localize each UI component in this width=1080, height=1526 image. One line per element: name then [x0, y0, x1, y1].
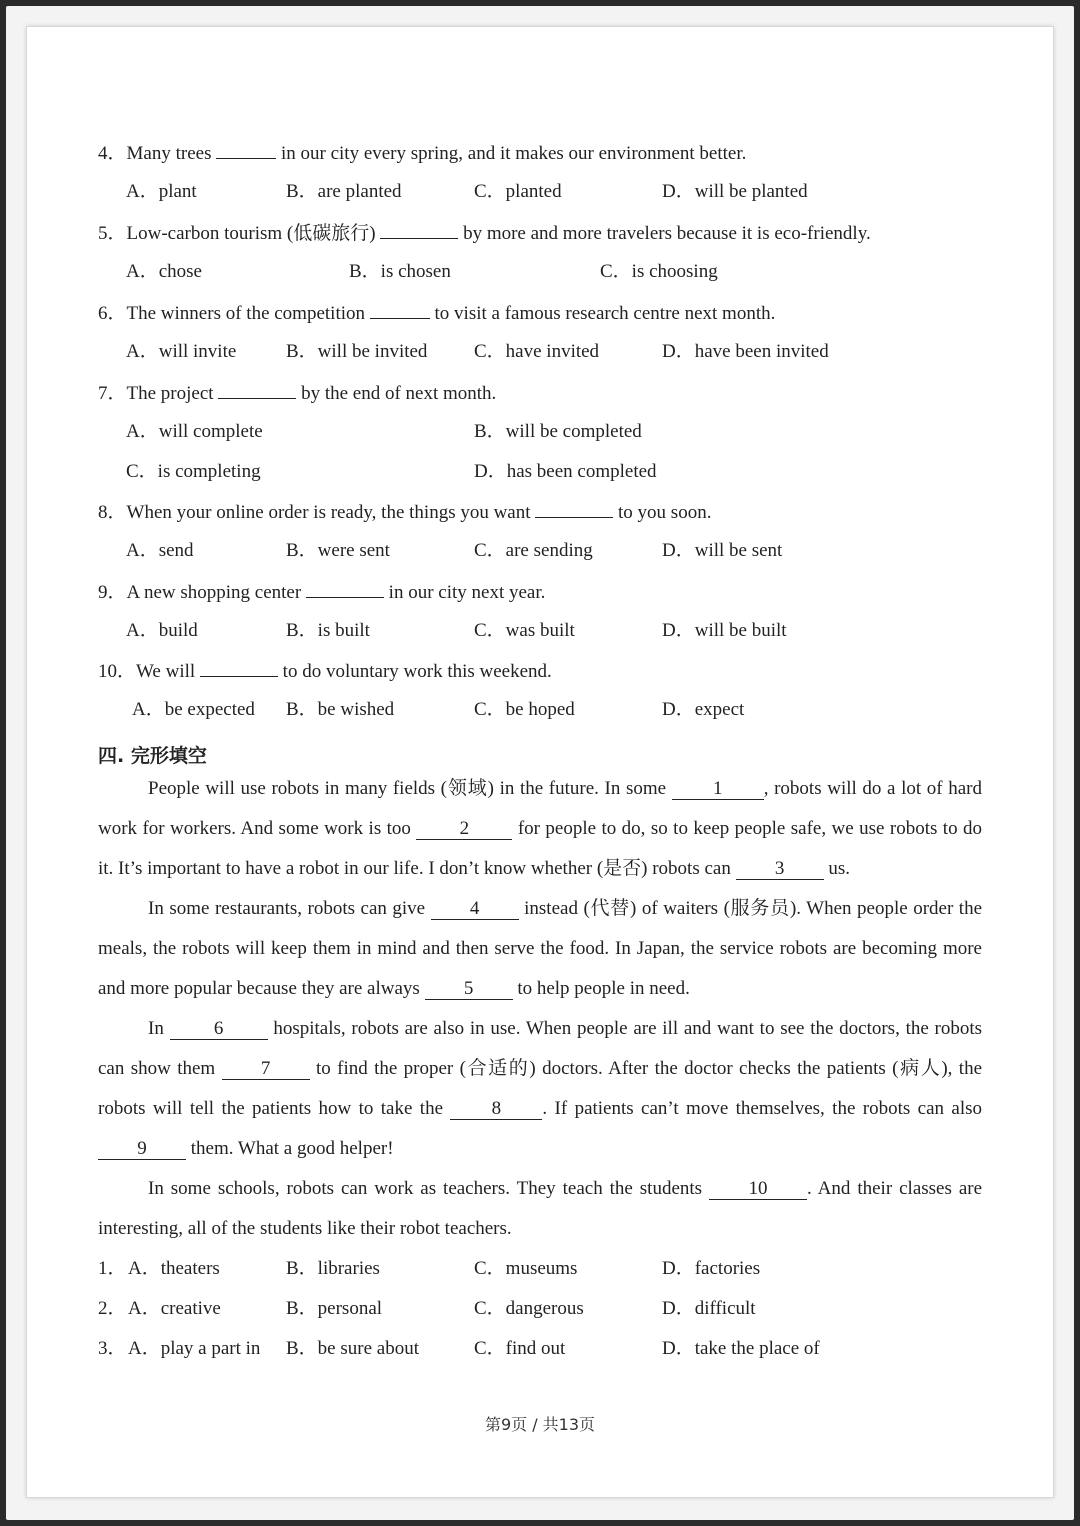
q4-option-c: C．planted: [474, 181, 562, 202]
q5-option-a: A．chose: [126, 261, 202, 282]
q7-option-c: C．is completing: [126, 461, 261, 482]
question-6: 6．The winners of the competition to visit a famous research centre next month.: [98, 300, 775, 326]
q10-option-a: A．be expected: [132, 699, 255, 720]
cloze-2-option-b: B．personal: [286, 1298, 383, 1319]
cloze-3-option-b: B．be sure about: [286, 1338, 419, 1359]
cloze-3-option-a: A．play a part in: [128, 1338, 261, 1359]
q4-option-b: B．are planted: [286, 181, 402, 202]
answer-blank: [216, 140, 276, 159]
q8-option-b: B．were sent: [286, 540, 390, 561]
q6-option-d: D．have been invited: [662, 341, 829, 362]
q8-option-d: D．will be sent: [662, 540, 783, 561]
q10-option-b: B．be wished: [286, 699, 395, 720]
cloze-3-option-d: D．take the place of: [662, 1338, 820, 1359]
passage-paragraph-2: In some restaurants, robots can give 4 instead (代替) of waiters (服务员). When people order the meals, the robots will keep them in mind and then serve the food. In Japan, the service robots are becoming more and more popular because they are always 5 to help people in need.: [98, 898, 983, 999]
q9-option-d: D．will be built: [662, 620, 787, 641]
answer-blank: [370, 300, 430, 319]
answer-blank: [380, 220, 458, 239]
question-10: 10．We will to do voluntary work this weekend.: [98, 658, 552, 684]
page-number: 第9页 / 共13页: [484, 1415, 596, 1434]
passage-paragraph-3: In 6 hospitals, robots are also in use. When people are ill and want to see the doctors, the robots can show them 7 to find the proper (合适的) doctors. After the doctor checks the patients (病人), the robots will tell the patients how to take the 8 . If patients can’t move themselves, the robots can also 9 them. What a good helper!: [98, 1018, 983, 1159]
question-5: 5．Low-carbon tourism (低碳旅行) by more and more travelers because it is eco-friendly.: [98, 220, 871, 246]
q8-option-c: C．are sending: [474, 540, 593, 561]
cloze-blank-8: 8: [450, 1099, 542, 1120]
passage-paragraph-4: In some schools, robots can work as teachers. They teach the students 10 . And their classes are interesting, all of the students like their robot teachers.: [98, 1178, 983, 1239]
cloze-blank-9: 9: [98, 1139, 186, 1160]
cloze-blank-7: 7: [222, 1059, 310, 1080]
question-7: 7．The project by the end of next month.: [98, 380, 496, 406]
cloze-blank-4: 4: [431, 899, 519, 920]
question-4: 4．Many trees in our city every spring, and it makes our environment better.: [98, 140, 746, 166]
question-9: 9．A new shopping center in our city next year.: [98, 579, 545, 605]
cloze-1-option-c: C．museums: [474, 1258, 578, 1279]
q5-option-c: C．is choosing: [600, 261, 718, 282]
cloze-1-number: 1．: [98, 1258, 127, 1279]
cloze-2-option-c: C．dangerous: [474, 1298, 584, 1319]
q6-option-c: C．have invited: [474, 341, 600, 362]
q10-option-c: C．be hoped: [474, 699, 575, 720]
q7-option-a: A．will complete: [126, 421, 263, 442]
q5-option-b: B．is chosen: [349, 261, 451, 282]
q6-option-b: B．will be invited: [286, 341, 428, 362]
q9-option-c: C．was built: [474, 620, 575, 641]
cloze-blank-10: 10: [709, 1179, 807, 1200]
cloze-blank-6: 6: [170, 1019, 268, 1040]
cloze-2-option-a: A．creative: [128, 1298, 221, 1319]
cloze-3-option-c: C．find out: [474, 1338, 566, 1359]
answer-blank: [218, 380, 296, 399]
cloze-blank-1: 1: [672, 779, 764, 800]
cloze-1-option-d: D．factories: [662, 1258, 761, 1279]
q9-option-b: B．is built: [286, 620, 370, 641]
cloze-3-number: 3．: [98, 1338, 127, 1359]
cloze-blank-3: 3: [736, 859, 824, 880]
question-8: 8．When your online order is ready, the things you want to you soon.: [98, 499, 711, 525]
cloze-2-option-d: D．difficult: [662, 1298, 756, 1319]
q7-option-d: D．has been completed: [474, 461, 657, 482]
answer-blank: [306, 579, 384, 598]
cloze-blank-5: 5: [425, 979, 513, 1000]
cloze-1-option-a: A．theaters: [128, 1258, 220, 1279]
answer-blank: [200, 658, 278, 677]
q4-option-a: A．plant: [126, 181, 197, 202]
q4-option-d: D．will be planted: [662, 181, 808, 202]
q9-option-a: A．build: [126, 620, 198, 641]
cloze-2-number: 2．: [98, 1298, 127, 1319]
section-title: 四. 完形填空: [98, 745, 207, 767]
q6-option-a: A．will invite: [126, 341, 237, 362]
answer-blank: [535, 499, 613, 518]
cloze-1-option-b: B．libraries: [286, 1258, 380, 1279]
q10-option-d: D．expect: [662, 699, 745, 720]
cloze-blank-2: 2: [416, 819, 512, 840]
passage-paragraph-1: People will use robots in many fields (领域) in the future. In some 1 , robots will do a lot of hard work for workers. And some work is too 2 for people to do, so to keep people safe, we use robots to do it. It’s important to have a robot in our life. I don’t know whether (是否) robots can 3 us.: [98, 778, 982, 879]
q7-option-b: B．will be completed: [474, 421, 642, 442]
q8-option-a: A．send: [126, 540, 194, 561]
